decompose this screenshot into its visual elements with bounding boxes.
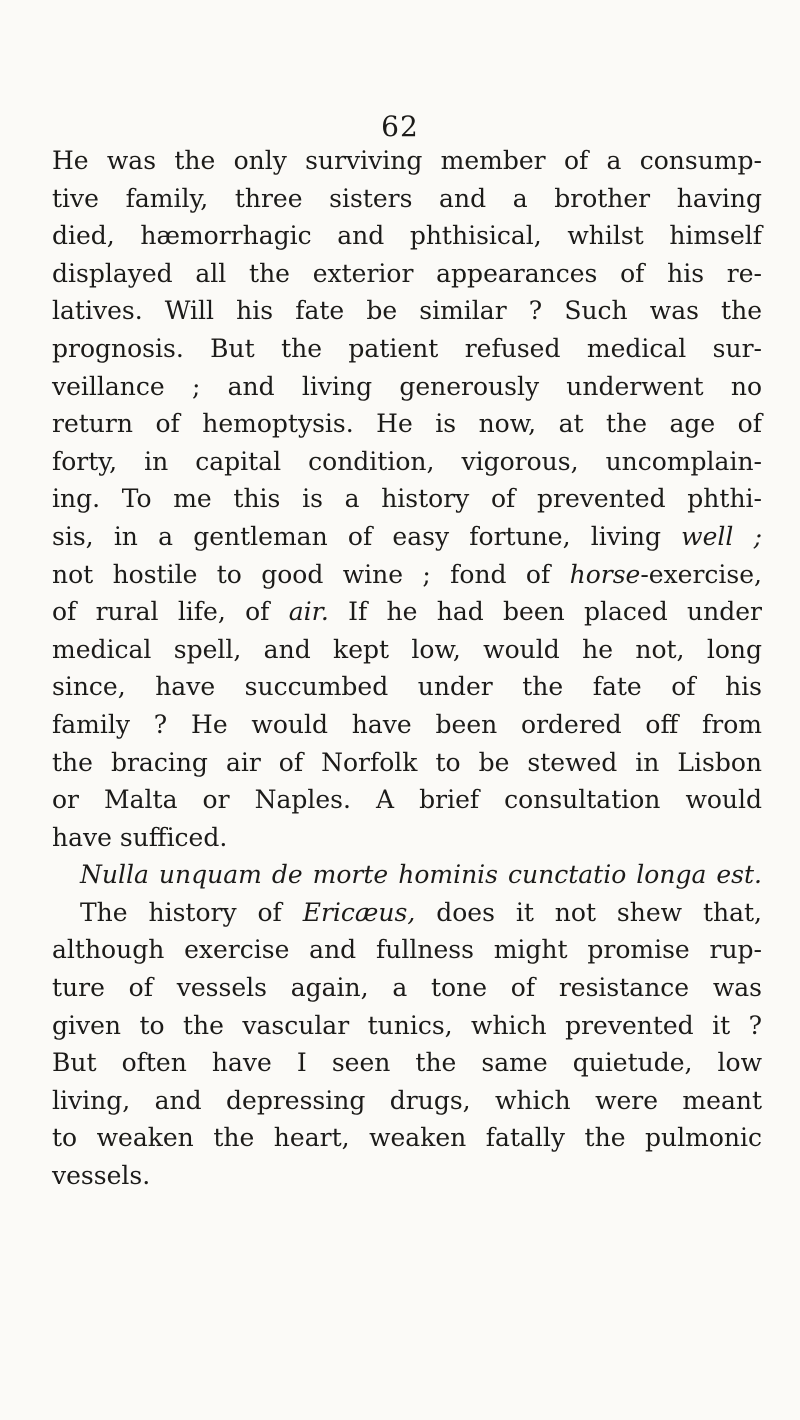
- text-run: family ? He would have been ordered off from: [52, 709, 762, 739]
- text-run: forty, in capital condition, vigorous, uncomplain-: [52, 446, 762, 476]
- text-line: [52, 706, 762, 744]
- text-line: [52, 631, 762, 669]
- text-run: died, hæmorrhagic and phthisical, whilst himself: [52, 221, 762, 251]
- text-run: displayed all the exterior appearances of his re-: [52, 258, 762, 288]
- text-line: [52, 1157, 762, 1195]
- text-line: [52, 1007, 762, 1045]
- text-run: prognosis. But the patient refused medical sur-: [52, 333, 762, 363]
- text-line: [52, 405, 762, 443]
- text-line: [52, 1119, 762, 1157]
- text-run: He was the only surviving member of a consump-: [52, 146, 762, 175]
- text-line: [52, 330, 762, 368]
- text-line: [52, 593, 762, 631]
- text-line: [52, 292, 762, 330]
- text-run: or Malta or Naples. A brief consultation would: [52, 785, 762, 815]
- text-run: But often have I seen the same quietude, low: [52, 1048, 762, 1078]
- text-run: not hostile to good wine ; fond of: [52, 559, 570, 589]
- body-text: [52, 142, 762, 1195]
- text-run: vessels.: [52, 1161, 151, 1191]
- text-run: have sufficed.: [52, 822, 228, 852]
- italic-text: Ericæus,: [302, 897, 416, 927]
- italic-text: air.: [288, 597, 329, 627]
- text-run: since, have succumbed under the fate of his: [52, 672, 762, 702]
- text-line: [52, 217, 762, 255]
- text-run: living, and depressing drugs, which were meant: [52, 1085, 762, 1115]
- italic-text: well ;: [681, 521, 762, 551]
- text-line: [52, 856, 762, 894]
- text-run: medical spell, and kept low, would he not, long: [52, 634, 762, 664]
- text-line: [52, 781, 762, 819]
- text-line: [52, 668, 762, 706]
- page-number: 62: [381, 110, 419, 143]
- text-run: return of hemoptysis. He is now, at the age of: [52, 409, 762, 439]
- text-run: If he had been placed under: [328, 597, 762, 627]
- text-line: [52, 518, 762, 556]
- text-line: [52, 1082, 762, 1120]
- text-run: given to the vascular tunics, which prevented it ?: [52, 1010, 762, 1040]
- text-run: The history of: [80, 897, 303, 927]
- text-run: of rural life, of: [52, 597, 289, 627]
- text-line: [52, 142, 762, 180]
- italic-text: Nulla unquam de morte hominis cunctatio longa est.: [80, 860, 762, 890]
- text-line: [52, 443, 762, 481]
- italic-text: horse: [569, 559, 641, 589]
- text-run: to weaken the heart, weaken fatally the pulmonic: [52, 1123, 762, 1153]
- text-line: [52, 180, 762, 218]
- text-line: [52, 819, 762, 857]
- text-run: ing. To me this is a history of prevented phthi-: [52, 484, 762, 514]
- text-run: ture of vessels again, a tone of resistance was: [52, 973, 762, 1003]
- text-line: [52, 255, 762, 293]
- text-line: [52, 480, 762, 518]
- text-line: [52, 556, 762, 594]
- text-run: does it not shew that,: [415, 897, 762, 927]
- text-run: tive family, three sisters and a brother having: [52, 183, 762, 213]
- text-line: [52, 894, 762, 932]
- text-run: veillance ; and living generously underwent no: [52, 371, 762, 401]
- text-run: sis, in a gentleman of easy fortune, living: [52, 521, 682, 551]
- text-run: although exercise and fullness might promise rup-: [52, 935, 762, 965]
- text-run: -exercise,: [640, 559, 762, 589]
- text-line: [52, 1044, 762, 1082]
- text-run: the bracing air of Norfolk to be stewed in Lisbon: [52, 747, 762, 777]
- text-line: [52, 368, 762, 406]
- text-line: [52, 744, 762, 782]
- text-line: [52, 931, 762, 969]
- text-line: [52, 969, 762, 1007]
- text-run: latives. Will his fate be similar ? Such was the: [52, 296, 762, 326]
